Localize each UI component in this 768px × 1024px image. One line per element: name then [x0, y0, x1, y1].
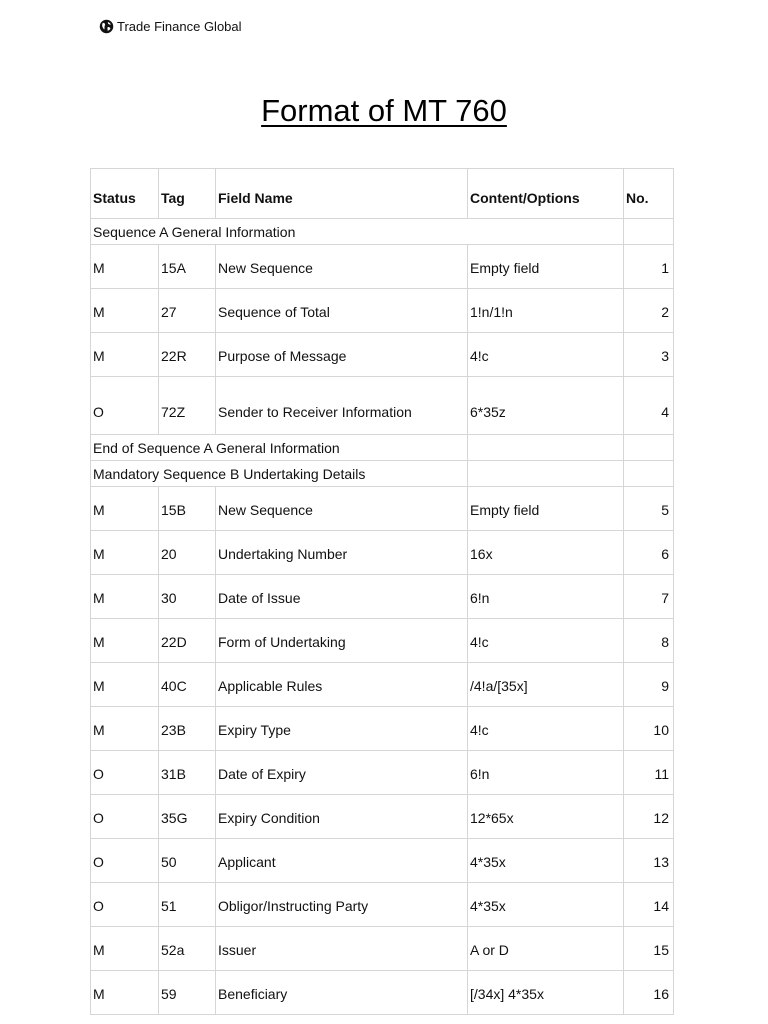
section-row-seq-a-end	[91, 435, 674, 461]
tag-cell: 30	[159, 575, 216, 619]
status-cell: M	[91, 663, 159, 707]
field-name-cell: Expiry Condition	[216, 795, 468, 839]
content-options-cell: 4*35x	[468, 883, 624, 927]
field-name-cell: Form of Undertaking	[216, 619, 468, 663]
content-options-cell: 6!n	[468, 575, 624, 619]
status-cell: M	[91, 487, 159, 531]
number-cell: 9	[624, 663, 674, 707]
status-cell: M	[91, 971, 159, 1015]
section-empty-cell	[468, 461, 624, 487]
field-name-cell: New Sequence	[216, 487, 468, 531]
tag-cell: 23B	[159, 707, 216, 751]
field-name-cell: Sequence of Total	[216, 289, 468, 333]
field-name-cell: Sender to Receiver Information	[216, 377, 468, 435]
tag-cell: 22R	[159, 333, 216, 377]
section-row-seq-a-start	[91, 219, 674, 245]
page-title: Format of MT 760	[261, 93, 507, 128]
table-row	[91, 619, 674, 663]
section-label: Sequence A General Information	[91, 219, 624, 245]
table-body	[91, 219, 674, 1015]
number-cell: 5	[624, 487, 674, 531]
status-cell: M	[91, 333, 159, 377]
status-cell: M	[91, 245, 159, 289]
content-options-cell: 6*35z	[468, 377, 624, 435]
tag-cell: 40C	[159, 663, 216, 707]
table-row	[91, 707, 674, 751]
table-row	[91, 839, 674, 883]
globe-icon	[99, 19, 114, 34]
content-options-cell: [/34x] 4*35x	[468, 971, 624, 1015]
mt760-format-table	[90, 168, 674, 1015]
tag-cell: 31B	[159, 751, 216, 795]
content-options-cell: Empty field	[468, 487, 624, 531]
table-row	[91, 751, 674, 795]
field-name-cell: Issuer	[216, 927, 468, 971]
table-header-row	[91, 169, 674, 219]
tag-cell: 59	[159, 971, 216, 1015]
status-cell: O	[91, 751, 159, 795]
field-name-cell: New Sequence	[216, 245, 468, 289]
section-label: Mandatory Sequence B Undertaking Details	[91, 461, 468, 487]
number-cell: 16	[624, 971, 674, 1015]
content-options-cell: 4!c	[468, 707, 624, 751]
field-name-cell: Purpose of Message	[216, 333, 468, 377]
content-options-cell: A or D	[468, 927, 624, 971]
brand-logo	[99, 16, 242, 36]
section-empty-cell	[468, 435, 624, 461]
header-tag: Tag	[159, 169, 216, 219]
table-row	[91, 333, 674, 377]
number-cell: 1	[624, 245, 674, 289]
tag-cell: 52a	[159, 927, 216, 971]
number-cell: 3	[624, 333, 674, 377]
status-cell: M	[91, 289, 159, 333]
status-cell: O	[91, 795, 159, 839]
number-cell: 8	[624, 619, 674, 663]
number-cell: 4	[624, 377, 674, 435]
brand-name: Trade Finance Global	[117, 18, 242, 34]
table-row	[91, 663, 674, 707]
status-cell: O	[91, 839, 159, 883]
section-label: End of Sequence A General Information	[91, 435, 468, 461]
table-row	[91, 795, 674, 839]
field-name-cell: Date of Expiry	[216, 751, 468, 795]
header-no: No.	[624, 169, 674, 219]
status-cell: M	[91, 927, 159, 971]
number-cell: 10	[624, 707, 674, 751]
content-options-cell: 1!n/1!n	[468, 289, 624, 333]
tag-cell: 15B	[159, 487, 216, 531]
content-options-cell: 16x	[468, 531, 624, 575]
table-row	[91, 575, 674, 619]
content-options-cell: 4*35x	[468, 839, 624, 883]
content-options-cell: 4!c	[468, 333, 624, 377]
tag-cell: 27	[159, 289, 216, 333]
field-name-cell: Beneficiary	[216, 971, 468, 1015]
content-options-cell: Empty field	[468, 245, 624, 289]
section-empty-cell	[624, 461, 674, 487]
header-status: Status	[91, 169, 159, 219]
content-options-cell: 6!n	[468, 751, 624, 795]
tag-cell: 22D	[159, 619, 216, 663]
status-cell: M	[91, 619, 159, 663]
number-cell: 14	[624, 883, 674, 927]
table-row	[91, 883, 674, 927]
section-row-seq-b-start	[91, 461, 674, 487]
section-empty-cell	[624, 219, 674, 245]
number-cell: 13	[624, 839, 674, 883]
status-cell: O	[91, 883, 159, 927]
tag-cell: 35G	[159, 795, 216, 839]
tag-cell: 51	[159, 883, 216, 927]
content-options-cell: /4!a/[35x]	[468, 663, 624, 707]
number-cell: 6	[624, 531, 674, 575]
content-options-cell: 12*65x	[468, 795, 624, 839]
content-options-cell: 4!c	[468, 619, 624, 663]
table-row	[91, 531, 674, 575]
tag-cell: 50	[159, 839, 216, 883]
section-empty-cell	[624, 435, 674, 461]
tag-cell: 20	[159, 531, 216, 575]
table-row	[91, 487, 674, 531]
number-cell: 2	[624, 289, 674, 333]
table-row	[91, 289, 674, 333]
table-row	[91, 971, 674, 1015]
status-cell: M	[91, 707, 159, 751]
field-name-cell: Obligor/Instructing Party	[216, 883, 468, 927]
status-cell: O	[91, 377, 159, 435]
table-row	[91, 927, 674, 971]
status-cell: M	[91, 575, 159, 619]
header-field-name: Field Name	[216, 169, 468, 219]
status-cell: M	[91, 531, 159, 575]
tag-cell: 15A	[159, 245, 216, 289]
number-cell: 12	[624, 795, 674, 839]
field-name-cell: Date of Issue	[216, 575, 468, 619]
number-cell: 11	[624, 751, 674, 795]
field-name-cell: Applicant	[216, 839, 468, 883]
tag-cell: 72Z	[159, 377, 216, 435]
number-cell: 7	[624, 575, 674, 619]
field-name-cell: Undertaking Number	[216, 531, 468, 575]
field-name-cell: Applicable Rules	[216, 663, 468, 707]
header-content-options: Content/Options	[468, 169, 624, 219]
table-row	[91, 377, 674, 435]
field-name-cell: Expiry Type	[216, 707, 468, 751]
number-cell: 15	[624, 927, 674, 971]
table-row	[91, 245, 674, 289]
